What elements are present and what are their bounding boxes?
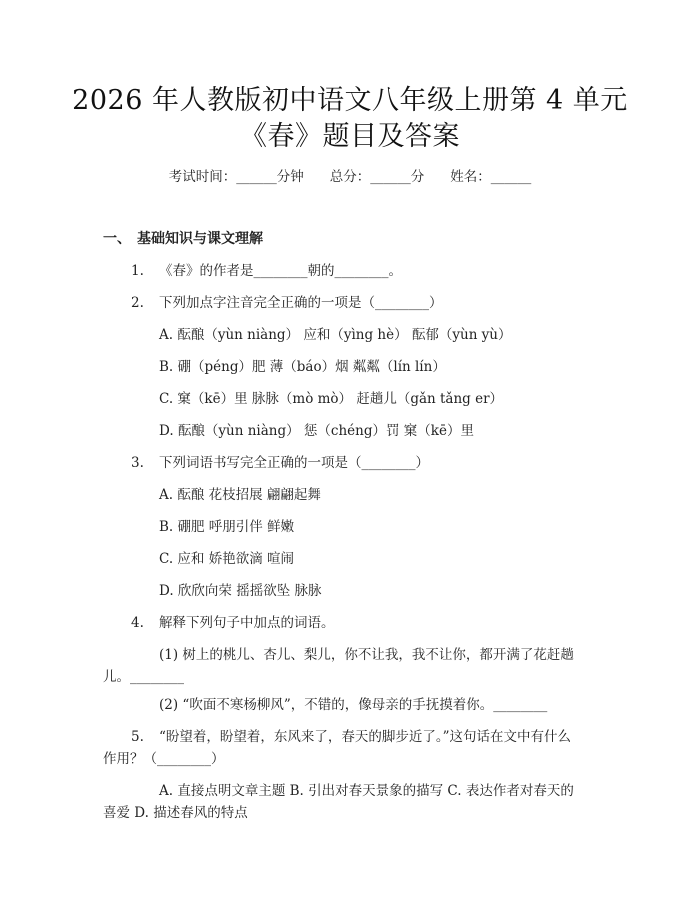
page-title-line2: 《春》题目及答案 xyxy=(240,121,460,152)
question-2 xyxy=(131,294,443,312)
sub-question-1-line2: 儿。________ xyxy=(103,669,184,685)
options-line1: A. 直接点明文章主题 B. 引出对春天景象的描写 C. 表达作者对春天的 xyxy=(159,783,574,799)
question-number: 2. xyxy=(131,295,144,311)
option-b: B. 硼肥 呼朋引伴 鲜嫩 xyxy=(159,519,295,535)
question-4 xyxy=(131,614,335,632)
option-b: B. 硼（péng）肥 薄（báo）烟 粼粼（lín lín） xyxy=(159,359,446,375)
exam-time: 考试时间：______分钟 xyxy=(168,169,304,185)
exam-name: 姓名：______ xyxy=(450,169,532,185)
section-heading xyxy=(103,230,263,248)
option-c: C. 窠（kē）里 脉脉（mò mò） 赶趟儿（gǎn tǎng er） xyxy=(159,391,504,407)
question-1 xyxy=(131,262,402,280)
question-number: 5. xyxy=(131,729,144,745)
question-text: 下列词语书写完全正确的一项是（________） xyxy=(159,455,429,471)
question-number: 1. xyxy=(131,263,144,279)
question-3 xyxy=(131,454,429,472)
question-text-line1: “盼望着，盼望着，东风来了，春天的脚步近了。”这句话在文中有什么 xyxy=(159,729,572,745)
exam-info xyxy=(0,168,700,186)
option-c: C. 应和 娇艳欲滴 喧闹 xyxy=(159,551,295,567)
question-text-line2: 作用？（________） xyxy=(103,751,225,767)
question-5 xyxy=(131,728,571,746)
option-a: A. 酝酿（yùn niàng） 应和（yìng hè） 酝郁（yùn yù） xyxy=(159,327,512,343)
question-text: 下列加点字注音完全正确的一项是（________） xyxy=(159,295,443,311)
page-title-line1: 2026 年人教版初中语文八年级上册第 4 单元 xyxy=(72,85,628,116)
sub-question-2: (2) “吹面不寒杨柳风”，不错的，像母亲的手抚摸着你。________ xyxy=(159,697,548,713)
question-text: 解释下列句子中加点的词语。 xyxy=(159,615,335,631)
sub-question-1-line1: (1) 树上的桃儿、杏儿、梨儿，你不让我，我不让你，都开满了花赶趟 xyxy=(159,647,574,663)
question-number: 4. xyxy=(131,615,144,631)
section-number: 一、 xyxy=(103,231,131,247)
question-text: 《春》的作者是________朝的________。 xyxy=(159,263,402,279)
option-d: D. 欣欣向荣 摇摇欲坠 脉脉 xyxy=(159,583,322,599)
option-a: A. 酝酿 花枝招展 翩翩起舞 xyxy=(159,487,321,503)
exam-score: 总分：______分 xyxy=(329,169,425,185)
section-title: 基础知识与课文理解 xyxy=(137,231,263,247)
options-line2: 喜爱 D. 描述春风的特点 xyxy=(103,805,248,821)
question-number: 3. xyxy=(131,455,144,471)
option-d: D. 酝酿（yùn niàng） 惩（chéng）罚 窠（kē）里 xyxy=(159,423,474,439)
